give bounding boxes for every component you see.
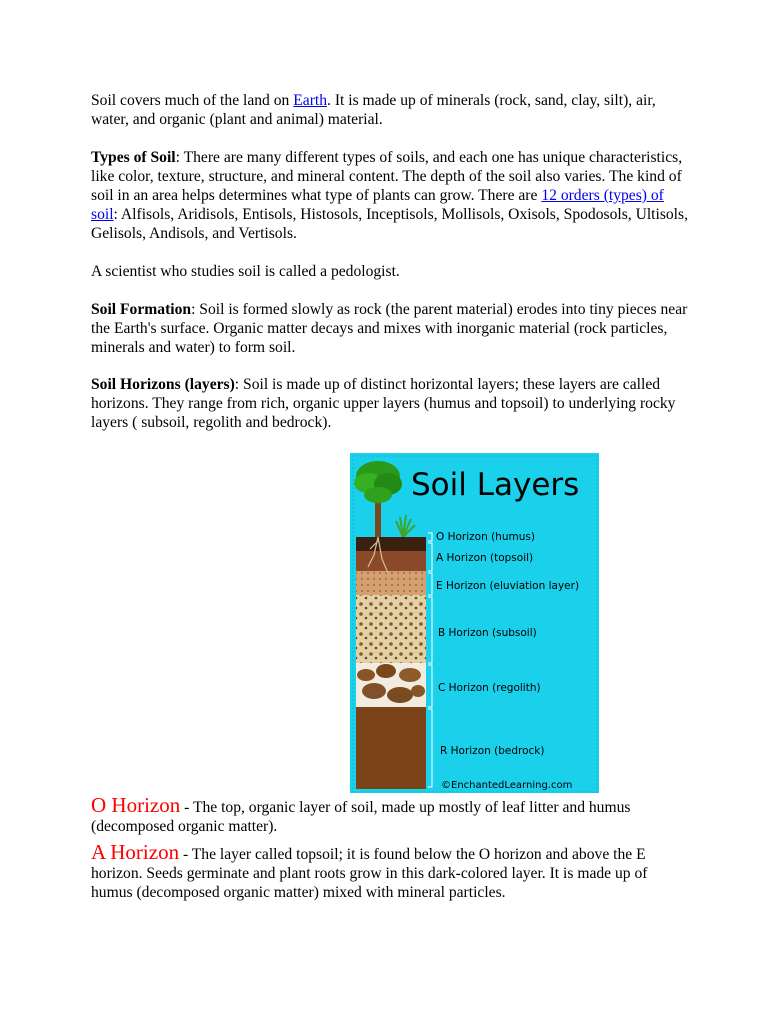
types-text-2: : Alfisols, Aridisols, Entisols, Histosols, Inceptisols, Mollisols, Oxisols, Spodosols, Ultisols, Gelisols, Andisols, and Vertisols. [91, 206, 688, 242]
intro-text-after: . It is made up of minerals (rock, sand, clay, silt), air, water, and organic (plant and animal) material. [91, 92, 656, 128]
e-horizon-layer [356, 571, 426, 595]
types-paragraph [91, 148, 691, 243]
r-horizon-label: R Horizon (bedrock) [440, 745, 545, 757]
a-horizon-text: - The layer called topsoil; it is found below the O horizon and above the E horizon. Seeds germinate and plant roots grow in this dark-colored layer. It is made up of humus (decomposed organic matter) mixed with mineral particles. [91, 846, 648, 901]
a-horizon-layer [356, 551, 426, 571]
intro-paragraph [91, 91, 691, 129]
a-horizon-paragraph [91, 840, 691, 902]
intro-text-before: Soil covers much of the land on [91, 92, 294, 109]
formation-paragraph [91, 300, 691, 357]
b-horizon-label: B Horizon (subsoil) [438, 627, 537, 639]
a-horizon-label: A Horizon (topsoil) [436, 552, 534, 564]
o-horizon-heading: O Horizon [91, 793, 181, 817]
o-horizon-text: - The top, organic layer of soil, made up mostly of leaf litter and humus (decomposed organic matter). [91, 799, 631, 835]
b-horizon-layer [356, 595, 426, 663]
horizons-paragraph [91, 375, 691, 432]
o-horizon-label: O Horizon (humus) [436, 531, 535, 543]
pedologist-paragraph: A scientist who studies soil is called a pedologist. [91, 263, 400, 280]
a-horizon-heading: A Horizon [91, 840, 180, 864]
types-heading: Types of Soil [91, 149, 176, 166]
types-text-1: : There are many different types of soils, and each one has unique characteristics, like color, texture, structure, and mineral content. The depth of the soil also varies. The kind of soil in an area helps determines what type of plants can grow. There are [91, 149, 683, 204]
o-horizon-paragraph [91, 793, 691, 836]
o-horizon-layer [356, 537, 426, 551]
c-horizon-label: C Horizon (regolith) [438, 682, 541, 694]
figure-credit: ©EnchantedLearning.com [441, 780, 573, 791]
earth-link[interactable]: Earth [293, 92, 328, 109]
horizons-text: : Soil is made up of distinct horizontal layers; these layers are called horizons. They range from rich, organic upper layers (humus and topsoil) to underlying rocky layers ( subsoil, regolith and bedrock). [91, 376, 676, 431]
horizons-heading: Soil Horizons (layers) [91, 376, 235, 393]
r-horizon-layer [356, 707, 426, 789]
soil-orders-link[interactable]: 12 orders (types) of soil [91, 187, 664, 223]
c-horizon-layer [356, 663, 426, 707]
soil-layers-figure [348, 451, 601, 795]
formation-text: : Soil is formed slowly as rock (the parent material) erodes into tiny pieces near the Earth's surface. Organic matter decays and mixes with inorganic material (rock particles, minerals and water) to form soil. [91, 301, 688, 356]
figure-title: Soil Layers [411, 467, 580, 503]
formation-heading: Soil Formation [91, 301, 192, 318]
e-horizon-label: E Horizon (eluviation layer) [436, 580, 580, 592]
